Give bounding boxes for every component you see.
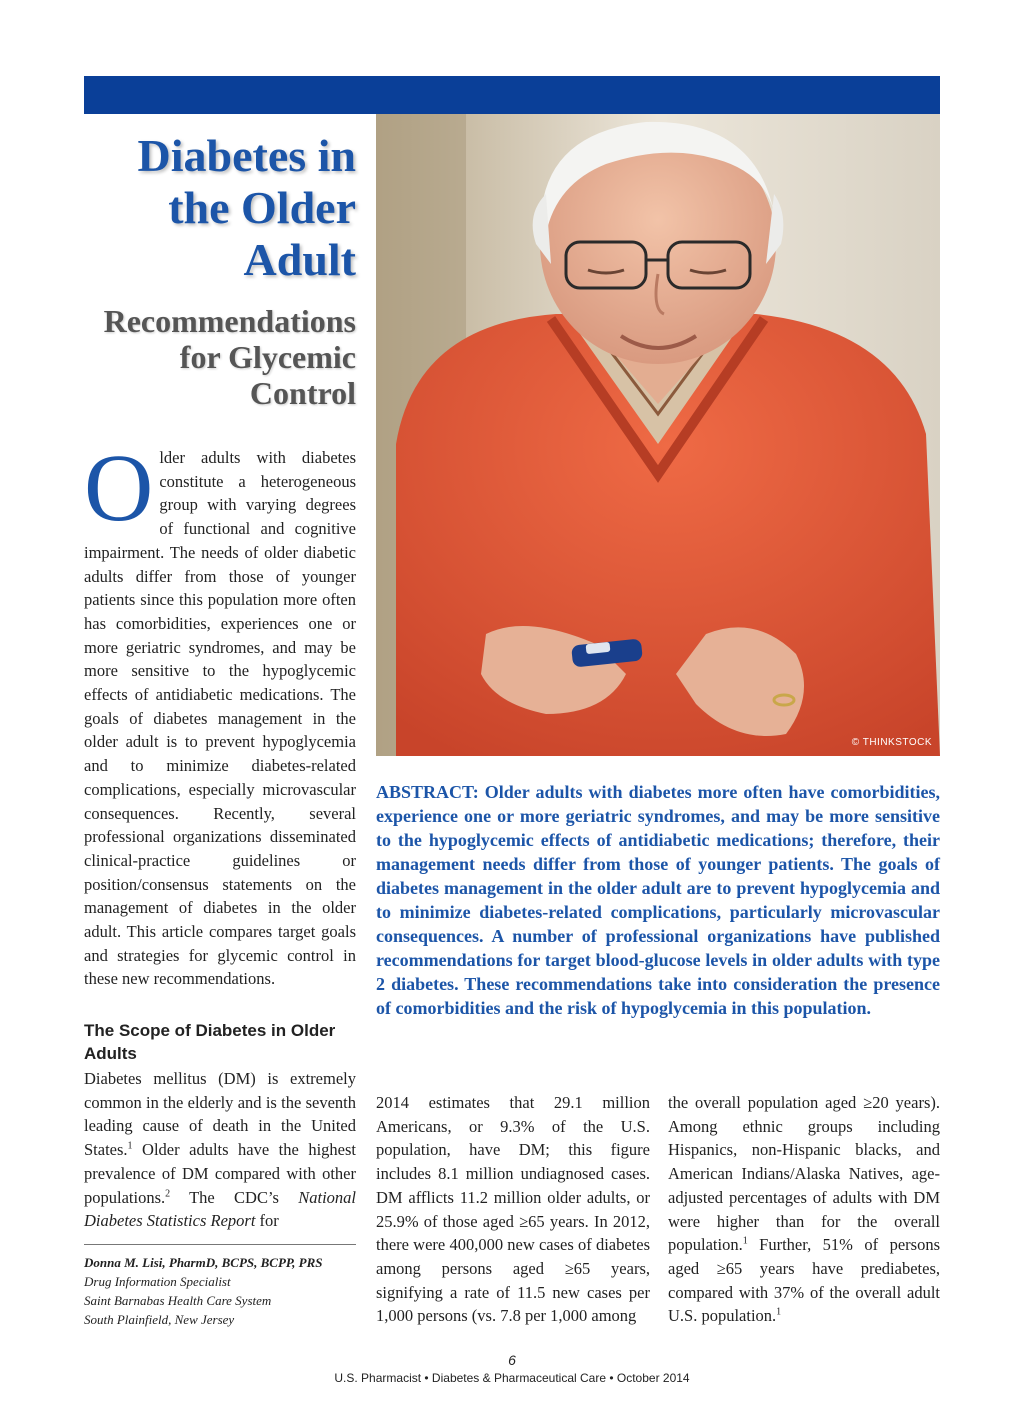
- author-divider: [84, 1244, 356, 1245]
- elderly-man-illustration: [376, 114, 940, 756]
- body-column-2: [376, 1091, 650, 1328]
- body-text: the overall population aged ≥20 years). Among ethnic groups including Hispanics, non-Hispanic blacks, and American Indians/Alaska Natives, age-adjusted percentages of adults with DM were higher than for the overall population.: [668, 1093, 940, 1255]
- abstract-label: ABSTRACT:: [376, 782, 479, 802]
- report-title: National Diabetes Statistics Report: [84, 1187, 356, 1231]
- author-name: Donna M. Lisi, PharmD, BCPS, BCPP, PRS: [84, 1255, 323, 1270]
- page-number: 6: [508, 1352, 516, 1368]
- publication-footer: U.S. Pharmacist • Diabetes & Pharmaceutical Care • October 2014: [334, 1371, 690, 1385]
- body-column-3: [668, 1091, 940, 1328]
- cover-photo: [376, 114, 940, 756]
- article-title: Diabetes in the Older Adult: [137, 130, 356, 285]
- intro-paragraph: [84, 434, 356, 991]
- article-subtitle: Recommendations for Glycemic Control: [103, 303, 356, 411]
- header-banner: [84, 76, 940, 114]
- section-heading: The Scope of Diabetes in Older Adults: [84, 1021, 336, 1063]
- author-role: Drug Information Specialist: [84, 1274, 231, 1289]
- author-organization: Saint Barnabas Health Care System: [84, 1293, 272, 1308]
- body-text: 2014 estimates that 29.1 million Americans, or 9.3% of the U.S. population, have DM; this figure includes 8.1 million undiagnosed cases. DM afflicts 11.2 million older adults, or 25.9% of those aged ≥65 years. In 2012, there were 400,000 new cases of diabetes among persons aged ≥65 years, signifying a rate of 11.5 new cases per 1,000 persons (vs. 7.8 per 1,000 among: [376, 1093, 650, 1326]
- body-text: Further, 51% of persons aged ≥65 years have prediabetes, compared with 37% of the overall adult U.S. population.: [668, 1235, 940, 1326]
- scope-text-part: The CDC’s: [170, 1187, 299, 1207]
- reference-1: 1: [776, 1306, 782, 1318]
- reference-1: 1: [127, 1140, 133, 1152]
- intro-text: lder adults with diabetes constitute a heterogeneous group with varying degrees of functional and cognitive impairment. The needs of older diabetic adults differ from those of younger patients since this population more often has comorbidities, experiences one or more geriatric syndromes, and may be more sensitive to the hypoglycemic effects of antidiabetic medications. The goals of diabetes management in the older adult is to prevent hypoglycemia and to minimize diabetes-related complications, especially microvascular consequences. Recently, several professional organizations disseminated clinical-practice guidelines or position/consensus statements on the management of diabetes in the older adult. This article compares target goals and strategies for glycemic control in these new recommendations.: [84, 448, 356, 989]
- drop-cap: O: [84, 434, 154, 541]
- abstract: [376, 780, 940, 1020]
- reference-2: 2: [165, 1188, 171, 1200]
- scope-text-part: Diabetes mellitus (DM) is extremely common in the elderly and is the seventh leading cause of death in the United States.: [84, 1069, 356, 1160]
- scope-paragraph: [84, 1067, 356, 1233]
- author-block: [84, 1253, 356, 1329]
- scope-text-part: Older adults have the highest prevalence of DM compared with other populations.: [84, 1140, 356, 1207]
- reference-1: 1: [742, 1235, 748, 1247]
- author-location: South Plainfield, New Jersey: [84, 1312, 235, 1327]
- scope-text-part: for: [255, 1211, 279, 1231]
- abstract-text: Older adults with diabetes more often have comorbidities, experience one or more geriatric syndromes, and may be more sensitive to the hypoglycemic effects of antidiabetic medications; therefore, their management needs differ from those of younger patients. The goals of diabetes management in the older adult are to prevent hypoglycemia and to minimize diabetes-related complications, particularly microvascular consequences. A number of professional organizations have published recommendations for target blood-glucose levels in older adults with type 2 diabetes. These recommendations take into consideration the presence of comorbidities and the risk of hypoglycemia in this population.: [376, 782, 940, 1018]
- photo-credit: © THINKSTOCK: [851, 737, 932, 748]
